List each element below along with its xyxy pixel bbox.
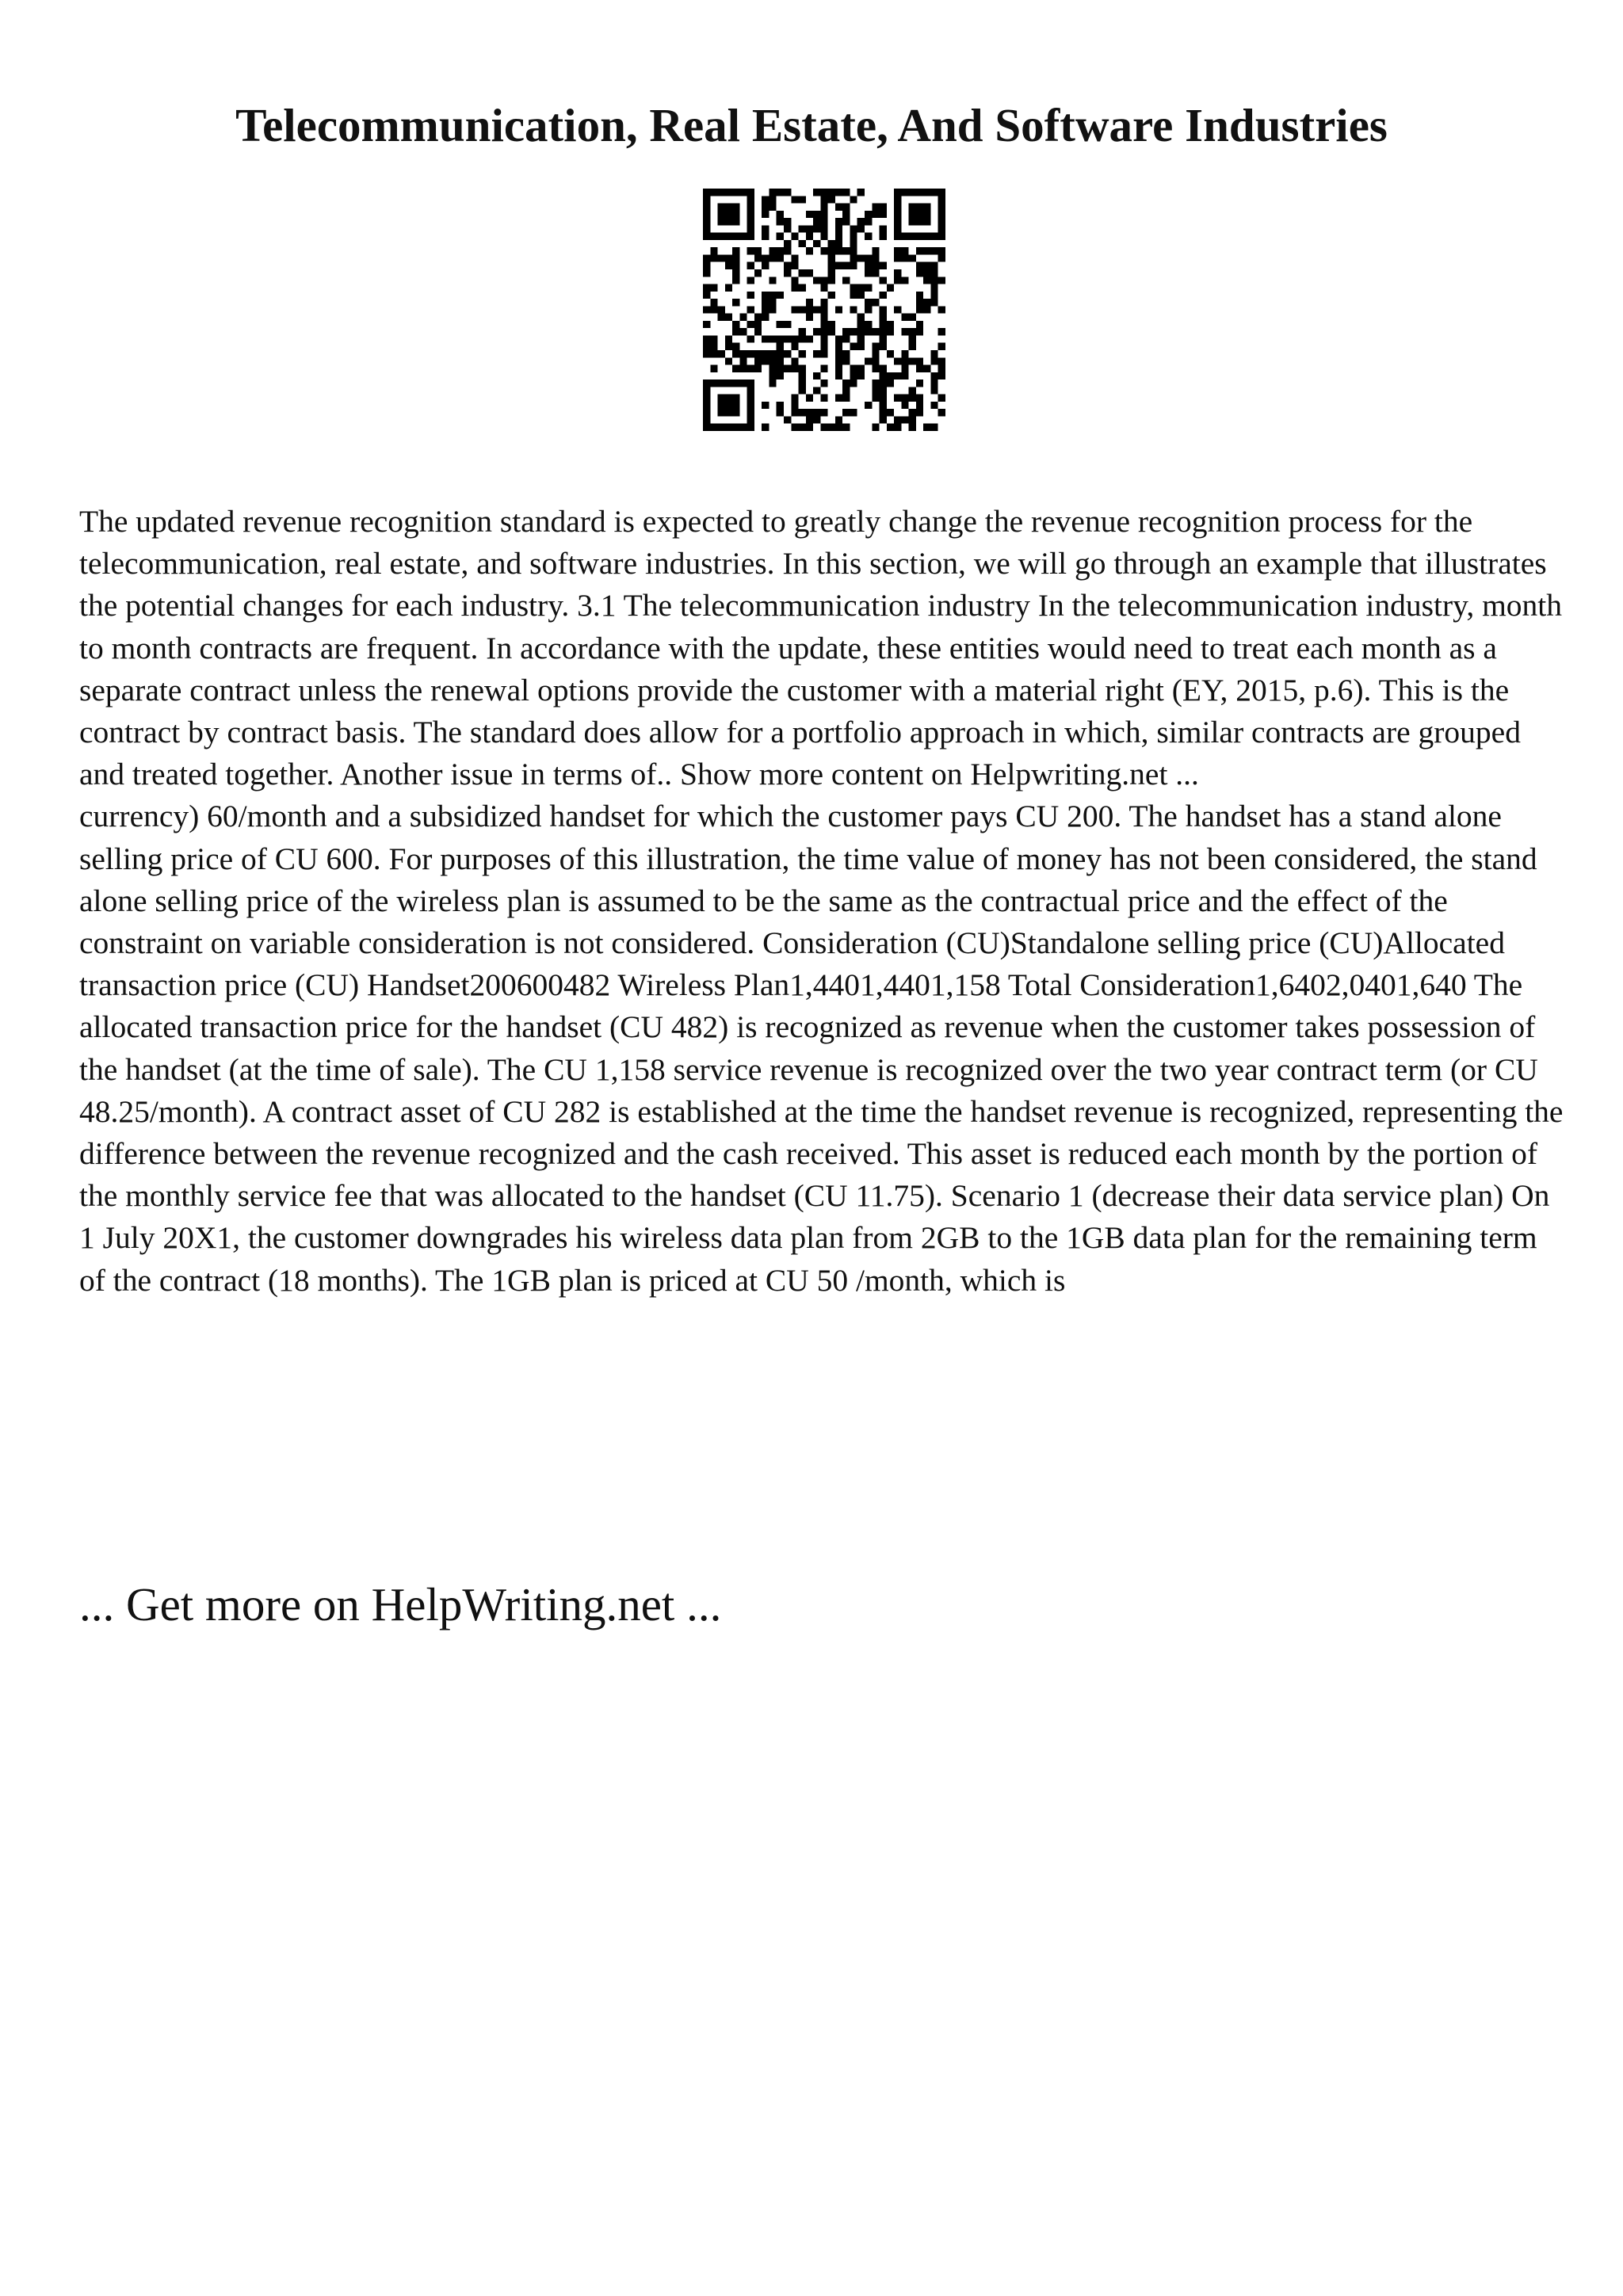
paragraph-intro: The updated revenue recognition standard is expected to greatly change the revenue recognition process for the telecommunication, real estate, and software industries. In this section, we will go through an example that illustrates the potential changes for each industry. 3.1 The telecommunication industry In the telecommunication industry, month to month contracts are frequent. In accordance with the update, these entities would need to treat each month as a separate contract unless the renewal options provide the customer with a material right (EY, 2015, p.6). This is the contract by contract basis. The standard does allow for a portfolio approach in which, similar contracts are grouped and treated together. Another issue in terms of.. Show more content on Helpwriting.net ...: [79, 504, 1563, 792]
paragraph-example: currency) 60/month and a subsidized handset for which the customer pays CU 200. The handset has a stand alone selling price of CU 600. For purposes of this illustration, the time value of money has not been considered, the stand alone selling price of the wireless plan is assumed to be the same as the contractual price and the effect of the constraint on variable consideration is not considered. Consideration (CU)Standalone selling price (CU)Allocated transaction price (CU) Handset200600482 Wireless Plan1,4401,4401,158 Total Consideration1,6402,0401,640 The allocated transaction price for the handset (CU 482) is recognized as revenue when the customer takes possession of the handset (at the time of sale). The CU 1,158 service revenue is recognized over the two year contract term (or CU 48.25/month). A contract asset of CU 282 is established at the time the handset revenue is recognized, representing the difference between the revenue recognized and the cash received. This asset is reduced each month by the portion of the monthly service fee that was allocated to the handset (CU 11.75). Scenario 1 (decrease their data service plan) On 1 July 20X1, the customer downgrades his wireless data plan from 2GB to the 1GB data plan for the remaining term of the contract (18 months). The 1GB plan is priced at CU 50 /month, which is: [79, 799, 1564, 1298]
article-body: [79, 501, 1569, 1302]
qr-code-icon: [703, 189, 945, 431]
page-title: Telecommunication, Real Estate, And Software Industries: [235, 99, 1388, 151]
get-more-link[interactable]: ... Get more on HelpWriting.net ...: [79, 1578, 722, 1630]
